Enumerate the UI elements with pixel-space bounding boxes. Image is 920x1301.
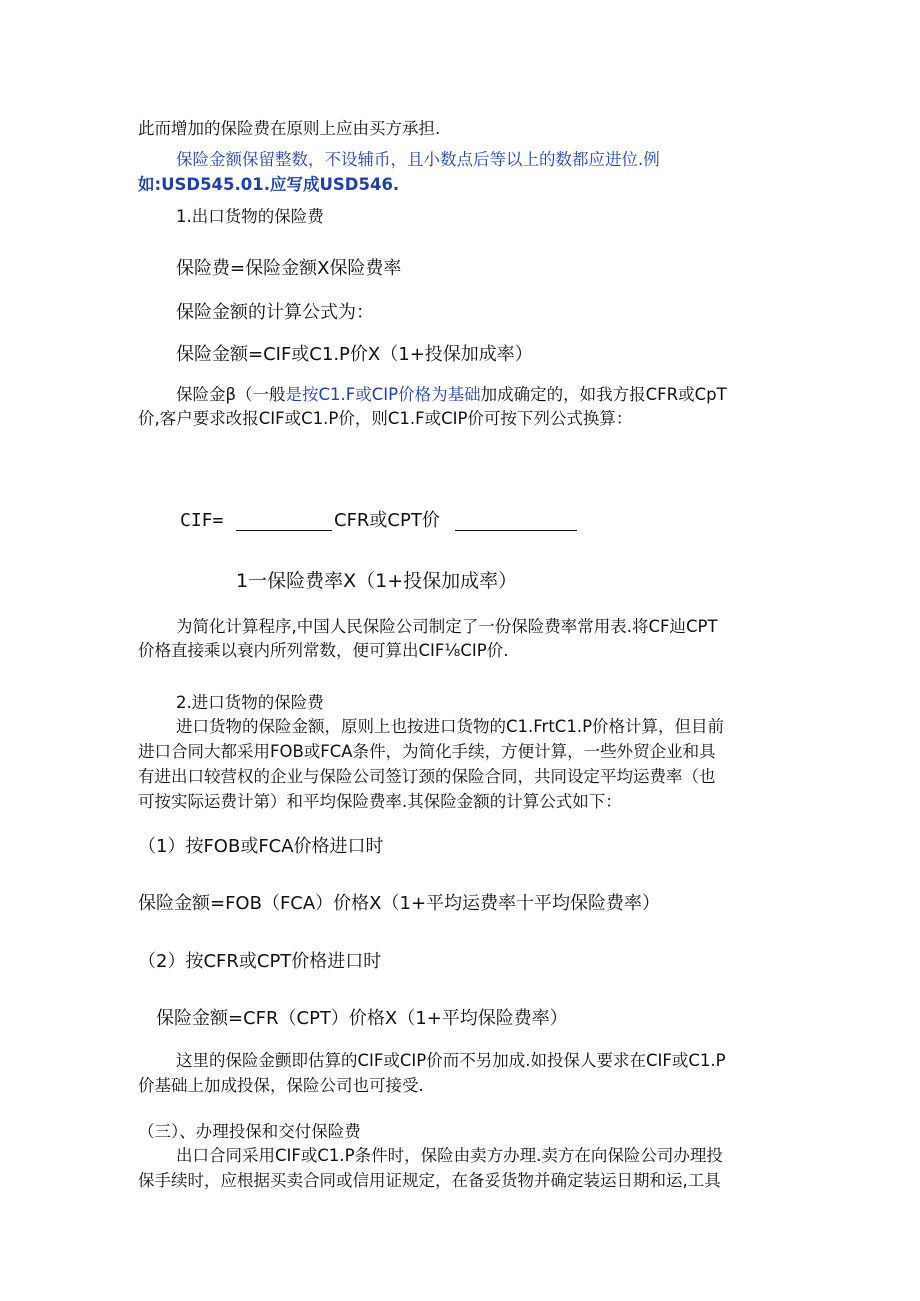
formula-line: 保险费=保险金额X保险费率 [176, 258, 402, 279]
text-line-highlighted: 如:USD545.01.应写成USD546. [138, 175, 400, 194]
text-line: 保手续时，应根据买卖合同或信用证规定，在备妥货物并确定装运日期和运,工具 [138, 1171, 721, 1190]
formula-line: 保险金额=CIF或C1.P价X（1+投保加成率） [176, 344, 533, 365]
text-segment-highlighted: 是按C1.F或CIP价格为基础 [285, 385, 481, 404]
fraction-rule [236, 530, 332, 531]
text-line: 价格直接乘以衰内所列常数，便可算出CIF⅛CIP价. [138, 641, 509, 660]
text-line: 这里的保险金颤即估算的CIF或CIP价而不另加成.如投保人要求在CIF或C1.P [176, 1051, 726, 1070]
text-line: 有进出口较营权的企业与保险公司签订颈的保险合同，共同设定平均运费率（也 [138, 767, 716, 786]
text-line: 保险金额的计算公式为： [176, 302, 374, 323]
text-segment: 保险金β（一般 [176, 385, 286, 404]
formula-lhs: CIF= [180, 510, 224, 531]
text-line: 价,客户要求改报CIF或C1.P价，则C1.F或CIP价可按下列公式换算： [138, 409, 633, 428]
section-heading: （三）、办理投保和交付保险费 [138, 1122, 361, 1141]
fraction-rule [455, 530, 577, 531]
section-heading: 2.进口货物的保险费 [176, 693, 324, 712]
section-heading: 1.出口货物的保险费 [176, 207, 324, 226]
text-line: 为简化计算程序,中国人民保险公司制定了一份保险费率常用表.将CF辿CPT [176, 617, 718, 636]
text-line: 可按实际运费计第）和平均保险费率.其保险金额的计算公式如下： [138, 792, 622, 811]
text-line-highlighted: 保险金额保留整数，不设辅币，且小数点后等以上的数都应进位.例 [176, 150, 660, 169]
subheading: （1）按FOB或FCA价格进口时 [138, 836, 384, 857]
subheading: （2）按CFR或CPT价格进口时 [138, 951, 382, 972]
formula-line: 保险金额=FOB（FCA）价格X（1+平均运费率十平均保险费率） [138, 893, 661, 914]
text-segment: 加成确定的，如我方报CFR或CpT [480, 385, 727, 404]
text-line: 进口合同大都采用FOB或FCA条件，为简化手续，方便计算，一些外贸企业和具 [138, 742, 716, 761]
text-line: 价基础上加成投保，保险公司也可接受. [138, 1076, 424, 1095]
formula-denominator: 1一保险费率X（1+投保加成率） [236, 570, 518, 592]
text-line: 进口货物的保险金额，原则上也按进口货物的C1.FrtC1.P价格计算，但目前 [176, 717, 725, 736]
text-line [176, 384, 727, 406]
text-line: 此而增加的保险费在原则上应由买方承担. [138, 119, 441, 138]
formula-numerator: CFR或CPT价 [334, 510, 440, 531]
formula-line: 保险金额=CFR（CPT）价格X（1+平均保险费率） [156, 1008, 568, 1029]
text-line: 出口合同采用CIF或C1.P条件时，保险由卖方办理.卖方在向保险公司办理投 [176, 1146, 723, 1165]
